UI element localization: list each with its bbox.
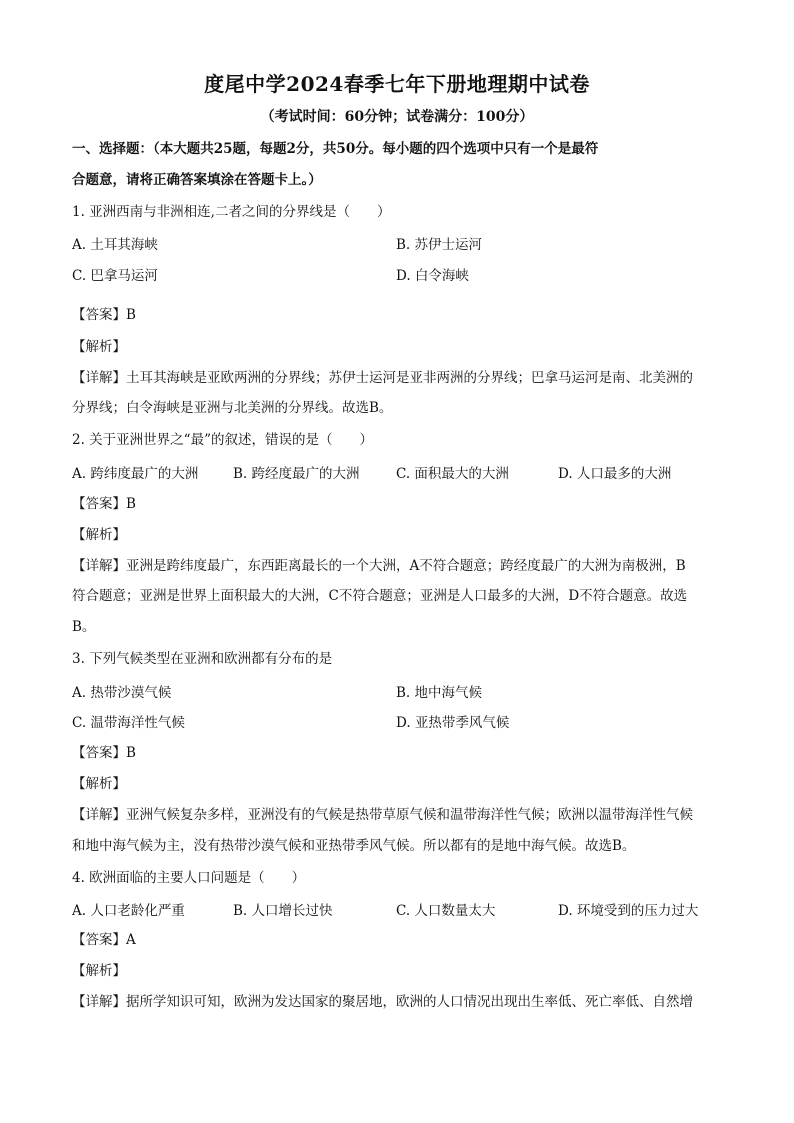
question-3-option-a: A. 热带沙漠气候 (72, 685, 172, 701)
question-2-analysis: 【解析】 (72, 527, 126, 543)
question-4-option-b: B. 人口增长过快 (233, 903, 333, 919)
question-3-analysis: 【解析】 (72, 776, 126, 792)
question-1-analysis: 【解析】 (72, 339, 126, 355)
exam-title: 度尾中学2024春季七年下册地理期中试卷 (204, 72, 590, 96)
question-1-answer: 【答案】B (72, 307, 136, 323)
question-2-option-d: D. 人口最多的大洲 (558, 466, 672, 482)
question-4-analysis: 【解析】 (72, 963, 126, 979)
question-1-detail-line2: 分界线；白令海峡是亚洲与北美洲的分界线。故选B。 (72, 400, 393, 416)
question-3-option-b: B. 地中海气候 (396, 685, 483, 701)
question-3-option-c: C. 温带海洋性气候 (72, 715, 185, 731)
question-3-option-d: D. 亚热带季风气候 (396, 715, 510, 731)
question-1-stem: 1. 亚洲西南与非洲相连,二者之间的分界线是（ ） (72, 204, 391, 220)
question-2-answer: 【答案】B (72, 496, 136, 512)
question-2-detail-line3: B。 (72, 619, 96, 635)
exam-subtitle: （考试时间：60分钟；试卷满分：100分） (260, 109, 534, 125)
question-2-option-b: B. 跨经度最广的大洲 (233, 466, 360, 482)
question-3-detail-line2: 和地中海气候为主，没有热带沙漠气候和亚热带季风气候。所以都有的是地中海气候。故选B。 (72, 838, 636, 854)
question-1-option-a: A. 土耳其海峡 (72, 237, 158, 253)
question-4-answer: 【答案】A (72, 932, 136, 948)
question-1-detail-line1: 【详解】土耳其海峡是亚欧两洲的分界线；苏伊士运河是亚非两洲的分界线；巴拿马运河是南、北美洲的 (72, 370, 693, 386)
question-2-option-c: C. 面积最大的大洲 (396, 466, 509, 482)
question-3-detail-line1: 【详解】亚洲气候复杂多样，亚洲没有的气候是热带草原气候和温带海洋性气候；欧洲以温带海洋性气候 (72, 807, 693, 823)
section-heading-line1: 一、选择题：（本大题共25题，每题2分，共50分。每小题的四个选项中只有一个是最符 (72, 141, 599, 157)
question-1-option-c: C. 巴拿马运河 (72, 268, 158, 284)
question-2-option-a: A. 跨纬度最广的大洲 (72, 466, 199, 482)
question-1-option-b: B. 苏伊士运河 (396, 237, 483, 253)
section-heading-line2: 合题意，请将正确答案填涂在答题卡上。） (72, 172, 322, 188)
question-2-detail-line1: 【详解】亚洲是跨纬度最广，东西距离最长的一个大洲，A不符合题意；跨经度最广的大洲为南极洲，B (72, 558, 686, 574)
question-4-detail-line1: 【详解】据所学知识可知，欧洲为发达国家的聚居地，欧洲的人口情况出现出生率低、死亡率低、自然增 (72, 994, 693, 1010)
question-4-stem: 4. 欧洲面临的主要人口问题是（ ） (72, 870, 306, 886)
question-4-option-a: A. 人口老龄化严重 (72, 903, 185, 919)
question-3-stem: 3. 下列气候类型在亚洲和欧洲都有分布的是 (72, 651, 333, 667)
question-2-stem: 2. 关于亚洲世界之“最”的叙述，错误的是（ ） (72, 432, 373, 448)
question-4-option-c: C. 人口数量太大 (396, 903, 496, 919)
question-2-detail-line2: 符合题意；亚洲是世界上面积最大的大洲，C不符合题意；亚洲是人口最多的大洲，D不符合题意。故选 (72, 588, 688, 604)
question-3-answer: 【答案】B (72, 745, 136, 761)
question-1-option-d: D. 白令海峡 (396, 268, 469, 284)
question-4-option-d: D. 环境受到的压力过大 (558, 903, 699, 919)
